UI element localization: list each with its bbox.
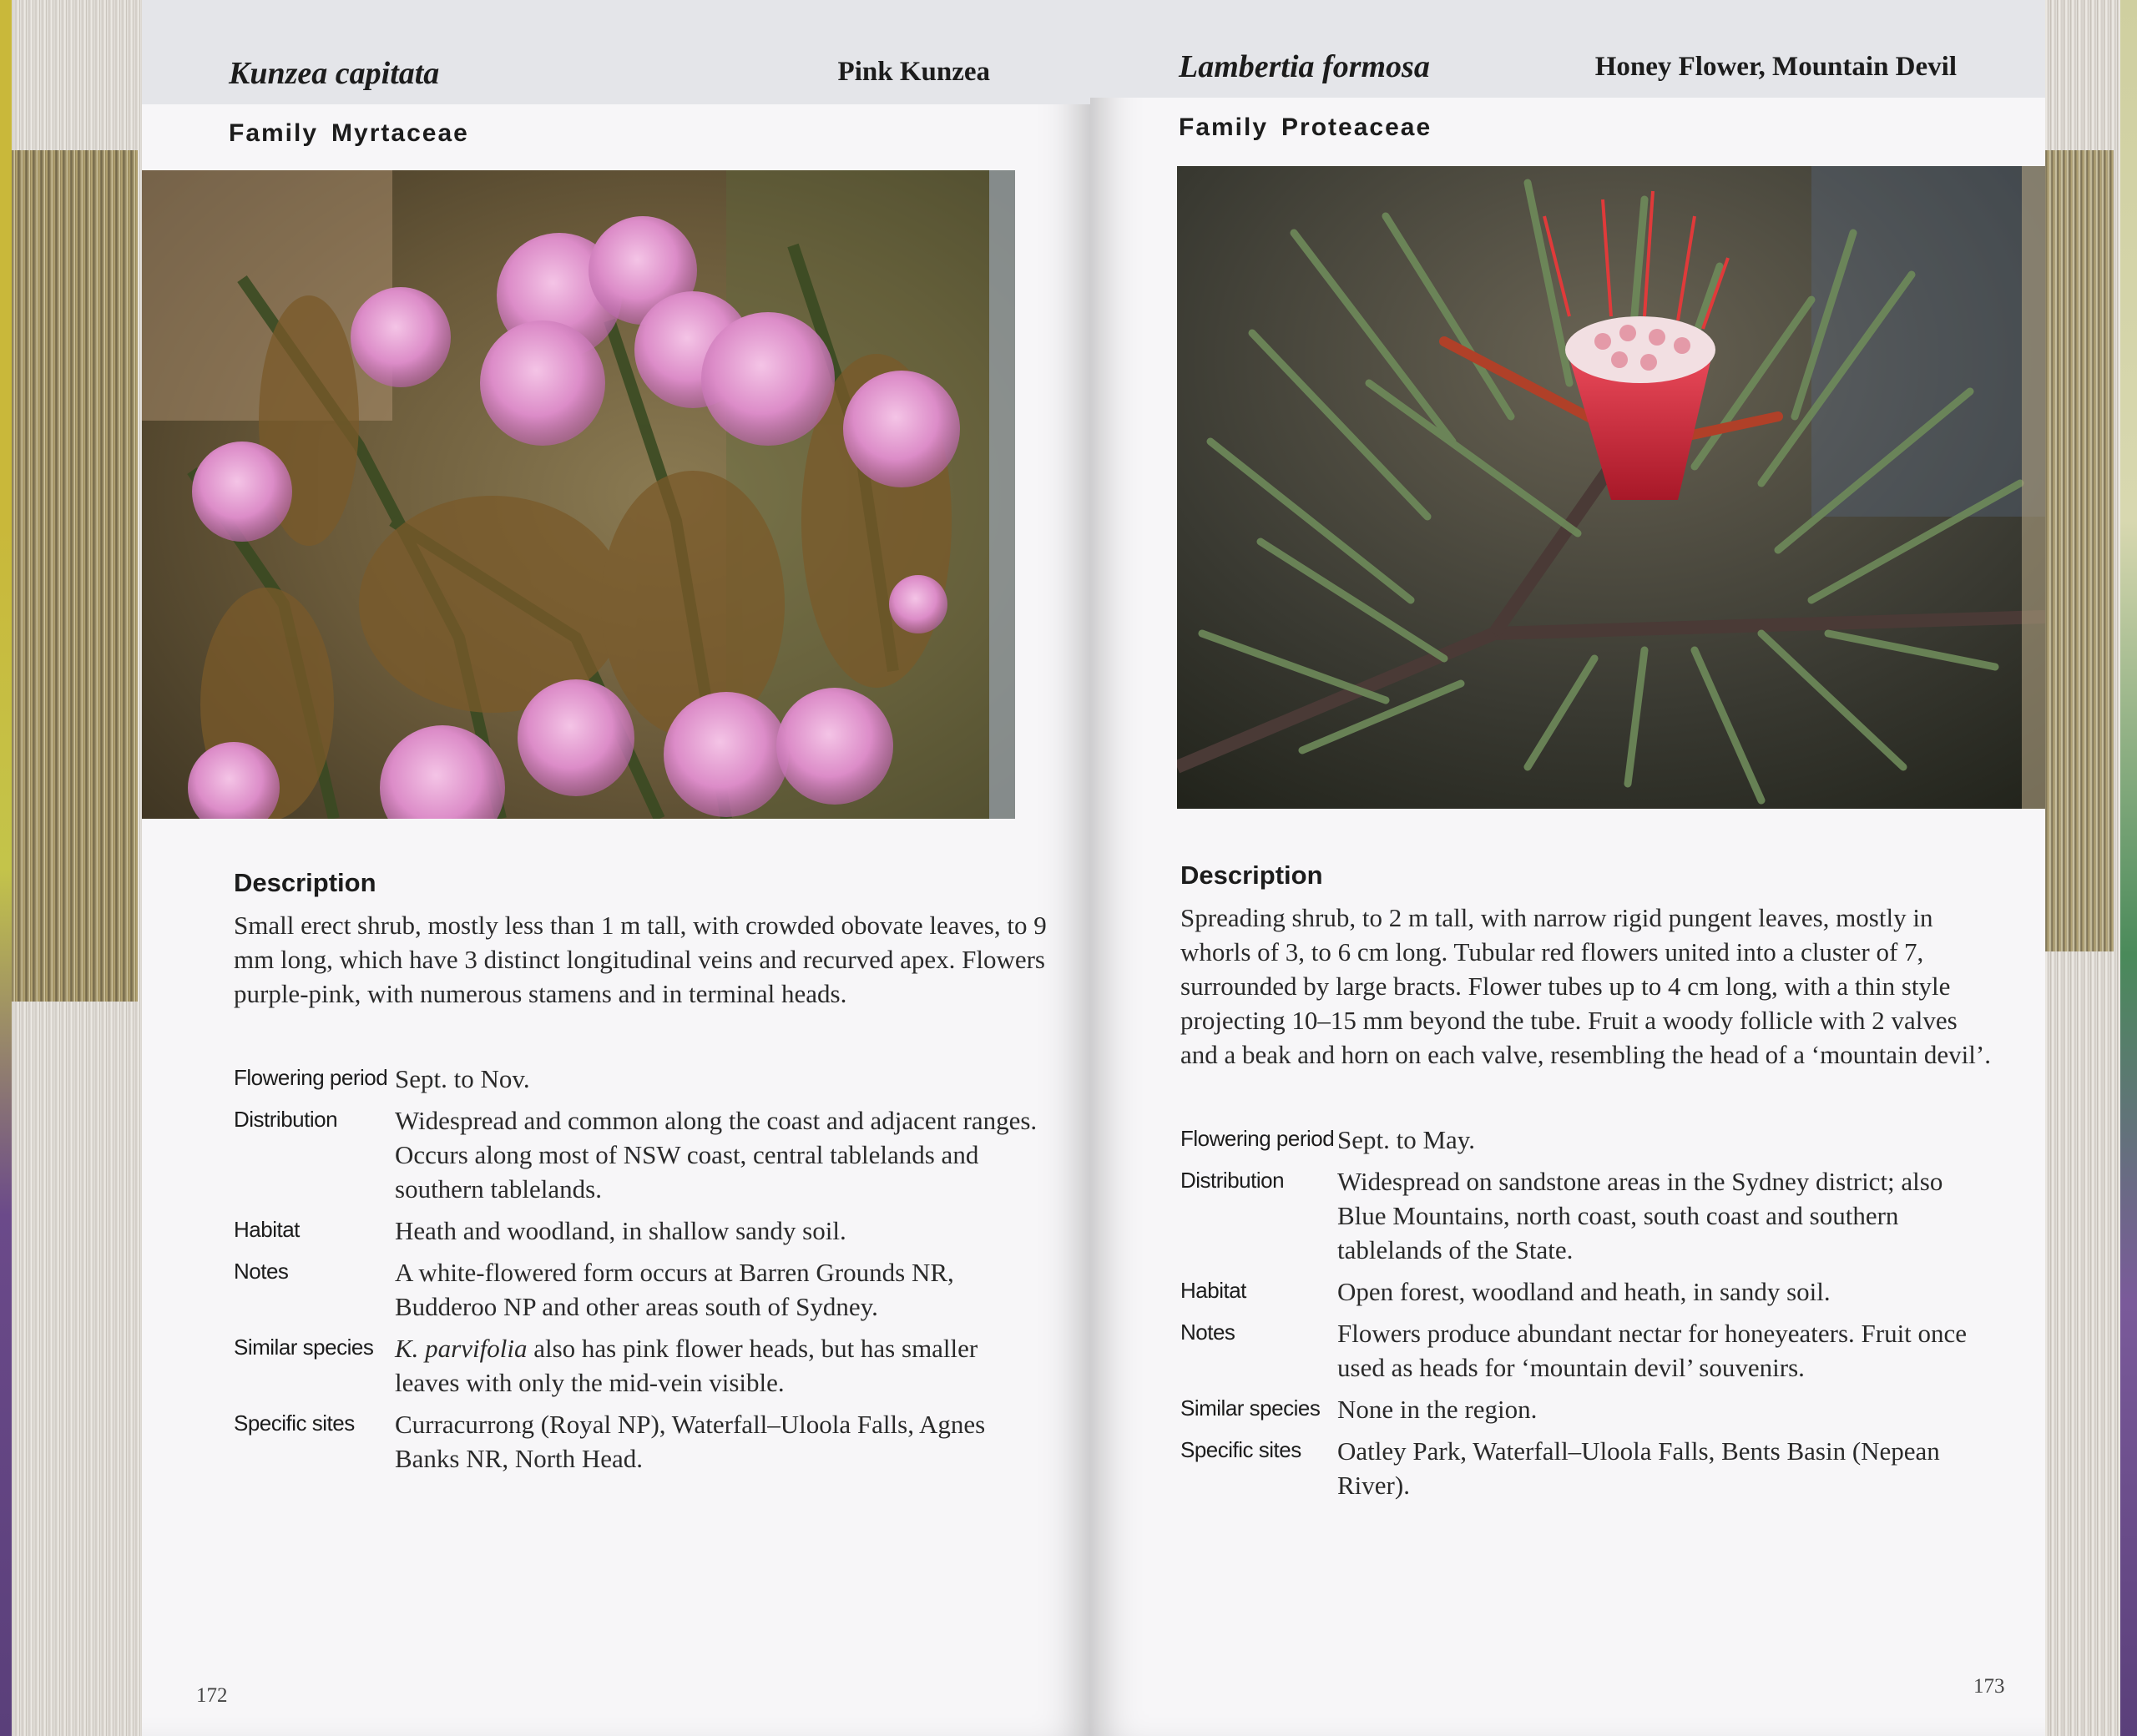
- field-value: Sept. to May.: [1337, 1125, 1476, 1154]
- right-common-name: Honey Flower, Mountain Devil: [1594, 52, 1957, 82]
- right-description: Spreading shrub, to 2 m tall, with narrow rigid pungent leaves, mostly in whorls of 3, to 6 cm long. Tubular red flowers united into a cluster of 7, surrounded by large bracts. Flower tubes up to 4 cm long, with a thin style projecting 10–15 mm beyond the tube. Fruit a woody follicle with 2 valves and a beak and horn on each valve, resembling the head of a ‘mountain devil’.: [1180, 903, 1991, 1069]
- left-field-flowering: [234, 1062, 1038, 1096]
- field-label: Distribution: [234, 1107, 338, 1132]
- left-field-distribution: [234, 1103, 1038, 1206]
- field-value: Flowers produce abundant nectar for honeyeaters. Fruit once used as heads for ‘mountain devil’ souvenirs.: [1337, 1319, 1968, 1382]
- field-label: Specific sites: [1180, 1437, 1301, 1462]
- field-value: Heath and woodland, in shallow sandy soil.: [395, 1216, 846, 1245]
- kunzea-photo: [142, 170, 1015, 819]
- field-label: Notes: [1180, 1320, 1235, 1345]
- right-field-distribution: [1180, 1164, 1980, 1267]
- right-field-specific-sites: [1180, 1434, 1980, 1502]
- field-value: Widespread and common along the coast and adjacent ranges. Occurs along most of NSW coast, central tablelands and southern tablelands.: [395, 1106, 1038, 1204]
- right-page-edges-colored: [2037, 150, 2114, 951]
- left-field-notes: [234, 1255, 1038, 1324]
- field-label: Notes: [234, 1259, 289, 1284]
- field-value: A white-flowered form occurs at Barren Grounds NR, Budderoo NP and other areas south of Sydney.: [395, 1258, 954, 1321]
- field-value: Curracurrong (Royal NP), Waterfall–Uloola Falls, Agnes Banks NR, North Head.: [395, 1410, 986, 1473]
- field-label: Distribution: [1180, 1168, 1285, 1193]
- left-page: [142, 0, 1090, 1736]
- left-fields: [234, 1062, 1038, 1483]
- left-field-specific-sites: [234, 1407, 1038, 1476]
- right-family: [1179, 114, 1432, 142]
- right-page: [1090, 0, 2045, 1736]
- left-common-name: Pink Kunzea: [837, 57, 990, 87]
- left-page-edges-colored: [0, 150, 138, 1002]
- left-family: [229, 119, 469, 148]
- field-label: Specific sites: [234, 1410, 355, 1436]
- field-label: Habitat: [1180, 1278, 1246, 1303]
- field-value: Widespread on sandstone areas in the Sydney district; also Blue Mountains, north coast, south coast and southern tablelands of the State.: [1337, 1167, 1943, 1264]
- field-value: Oatley Park, Waterfall–Uloola Falls, Bents Basin (Nepean River).: [1337, 1436, 1940, 1500]
- left-description-heading: Description: [234, 868, 376, 897]
- left-field-habitat: [234, 1214, 1038, 1248]
- field-value: Open forest, woodland and heath, in sandy soil.: [1337, 1277, 1831, 1306]
- right-family-label: Family: [1179, 114, 1269, 141]
- right-description-heading: Description: [1180, 860, 1323, 890]
- field-label: Similar species: [1180, 1395, 1321, 1421]
- right-page-edge-strip: [2120, 0, 2137, 1736]
- field-value: [395, 1331, 1038, 1400]
- field-label: Flowering period: [1180, 1126, 1335, 1151]
- left-family-label: Family: [229, 119, 319, 147]
- right-field-similar-species: [1180, 1392, 1980, 1426]
- right-fields: [1180, 1123, 1980, 1510]
- left-page-number: 172: [196, 1684, 228, 1707]
- field-value: None in the region.: [1337, 1395, 1538, 1424]
- field-value: Sept. to Nov.: [395, 1064, 530, 1093]
- field-label: Similar species: [234, 1335, 374, 1360]
- right-page-number: 173: [1973, 1675, 2005, 1698]
- left-field-similar-species: [234, 1331, 1038, 1400]
- field-label: Habitat: [234, 1217, 300, 1242]
- left-description: Small erect shrub, mostly less than 1 m tall, with crowded obovate leaves, to 9 mm long, which have 3 distinct longitudinal veins and recurved apex. Flowers purple-pink, with numerous stamens and in terminal heads.: [234, 911, 1047, 1008]
- right-field-habitat: [1180, 1274, 1980, 1309]
- similar-species-text: also has pink flower heads, but has smaller leaves with only the mid-vein visible.: [395, 1334, 978, 1397]
- right-family-value: Proteaceae: [1281, 114, 1432, 141]
- left-page-edge-strip: [0, 0, 12, 1736]
- field-label: Flowering period: [234, 1065, 388, 1090]
- right-field-flowering: [1180, 1123, 1980, 1157]
- left-family-value: Myrtaceae: [331, 119, 469, 147]
- left-scientific-name: Kunzea capitata: [229, 56, 440, 91]
- right-scientific-name: Lambertia formosa: [1179, 49, 1430, 84]
- right-field-notes: [1180, 1316, 1980, 1385]
- similar-species-name: K. parvifolia: [395, 1334, 528, 1363]
- lambertia-photo: [1177, 166, 2045, 809]
